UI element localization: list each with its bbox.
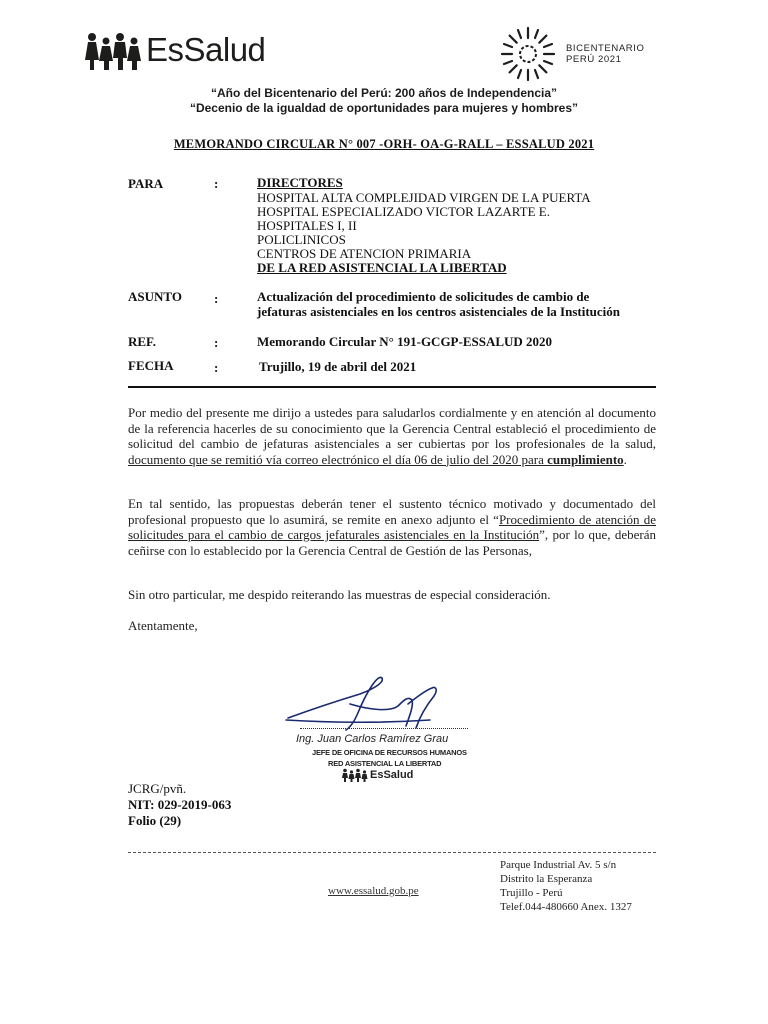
address-line: Trujillo - Perú	[500, 887, 563, 899]
bicentenario-label: BICENTENARIO	[566, 43, 645, 54]
bicentenario-year: PERÚ 2021	[566, 54, 622, 65]
ref-label: REF.	[128, 334, 157, 349]
motto-line-2: “Decenio de la igualdad de oportunidades para mujeres y hombres”	[189, 101, 579, 115]
body-paragraph-1	[128, 405, 656, 467]
address-line: Distrito la Esperanza	[500, 873, 593, 885]
p1-text: Por medio del presente me dirijo a ustedes para saludarlos cordialmente y en atención al documento de la referencia hacerles de su conocimiento que la Gerencia Central estableció el procedimiento de solicitud del cambio de jefaturas asistenciales a ser cubiertas por los profesionales de la salud,	[128, 405, 656, 451]
phone-line: Telef.044-480660 Anex. 1327	[500, 901, 632, 913]
fecha-colon: :	[214, 360, 219, 375]
recipient-line: POLICLINICOS	[257, 232, 346, 247]
closing: Atentamente,	[128, 618, 198, 633]
address-line: Parque Industrial Av. 5 s/n	[500, 859, 617, 871]
bicentenario-logo	[498, 24, 644, 84]
memo-title: MEMORANDO CIRCULAR N° 007 -ORH- OA-G-RALL – ESSALUD 2021	[173, 137, 595, 151]
bicentenario-sun-icon	[498, 24, 558, 84]
ref-colon: :	[214, 335, 219, 350]
para-label: PARA	[128, 176, 164, 191]
signer-name: Ing. Juan Carlos Ramírez Grau	[296, 733, 449, 745]
header-divider	[128, 386, 656, 388]
asunto-colon: :	[214, 291, 219, 306]
body-paragraph-3: Sin otro particular, me despido reiterando las muestras de especial consideración.	[128, 587, 551, 602]
nit-number: NIT: 029-2019-063	[128, 797, 232, 812]
signer-network: RED ASISTENCIAL LA LIBERTAD	[328, 759, 442, 768]
family-figures-icon	[84, 28, 142, 72]
website-link[interactable]: www.essalud.gob.pe	[328, 885, 419, 897]
p2-underlined: Procedimiento de atención de solicitudes para el cambio de cargos jefaturales asistenciales en la Institución	[128, 511, 657, 542]
recipient-line: CENTROS DE ATENCION PRIMARIA	[257, 246, 472, 261]
fecha-label: FECHA	[128, 358, 174, 373]
p2-text: En tal sentido, las propuestas deberán tener el sustento técnico motivado y documentado del profesional propuesto que lo asumirá, se remite en anexo adjunto el “	[128, 496, 656, 527]
signature-line	[300, 728, 468, 729]
folio-number: Folio (29)	[128, 813, 182, 828]
body-paragraph-2	[128, 496, 656, 558]
p1-underlined: documento que se remitió vía correo electrónico el día 06 de julio del 2020 para	[128, 451, 548, 467]
recipient-line: HOSPITAL ALTA COMPLEJIDAD VIRGEN DE LA PUERTA	[257, 190, 591, 205]
recipient-line: HOSPITAL ESPECIALIZADO VICTOR LAZARTE E.	[257, 204, 550, 219]
brand-name: EsSalud	[146, 31, 266, 68]
p1-end: .	[623, 451, 627, 467]
stamp-brand: EsSalud	[370, 769, 414, 781]
initials: JCRG/pvñ.	[128, 781, 187, 796]
recipient-line: HOSPITALES I, II	[257, 218, 357, 233]
motto-line-1: “Año del Bicentenario del Perú: 200 años de Independencia”	[210, 86, 558, 100]
p1-bold: cumplimiento	[547, 451, 624, 467]
stamp-logo	[342, 768, 413, 782]
recipient-line: DE LA RED ASISTENCIAL LA LIBERTAD	[257, 260, 507, 275]
fecha-value: Trujillo, 19 de abril del 2021	[259, 359, 417, 374]
p2-text-end: ”, por lo que, deberán ceñirse con lo establecido por la Gerencia Central de Gestión de las Personas,	[128, 527, 656, 558]
signer-role: JEFE DE OFICINA DE RECURSOS HUMANOS	[312, 748, 467, 757]
essalud-logo	[84, 28, 265, 72]
para-colon: :	[214, 176, 219, 191]
recipient-line: DIRECTORES	[257, 175, 343, 190]
asunto-text: Actualización del procedimiento de solicitudes de cambio de	[257, 289, 590, 304]
asunto-label: ASUNTO	[128, 289, 182, 304]
ref-value: Memorando Circular N° 191-GCGP-ESSALUD 2020	[257, 334, 553, 349]
footer-divider	[128, 852, 656, 853]
family-figures-icon	[342, 768, 368, 782]
asunto-text: jefaturas asistenciales en los centros asistenciales de la Institución	[257, 304, 621, 319]
